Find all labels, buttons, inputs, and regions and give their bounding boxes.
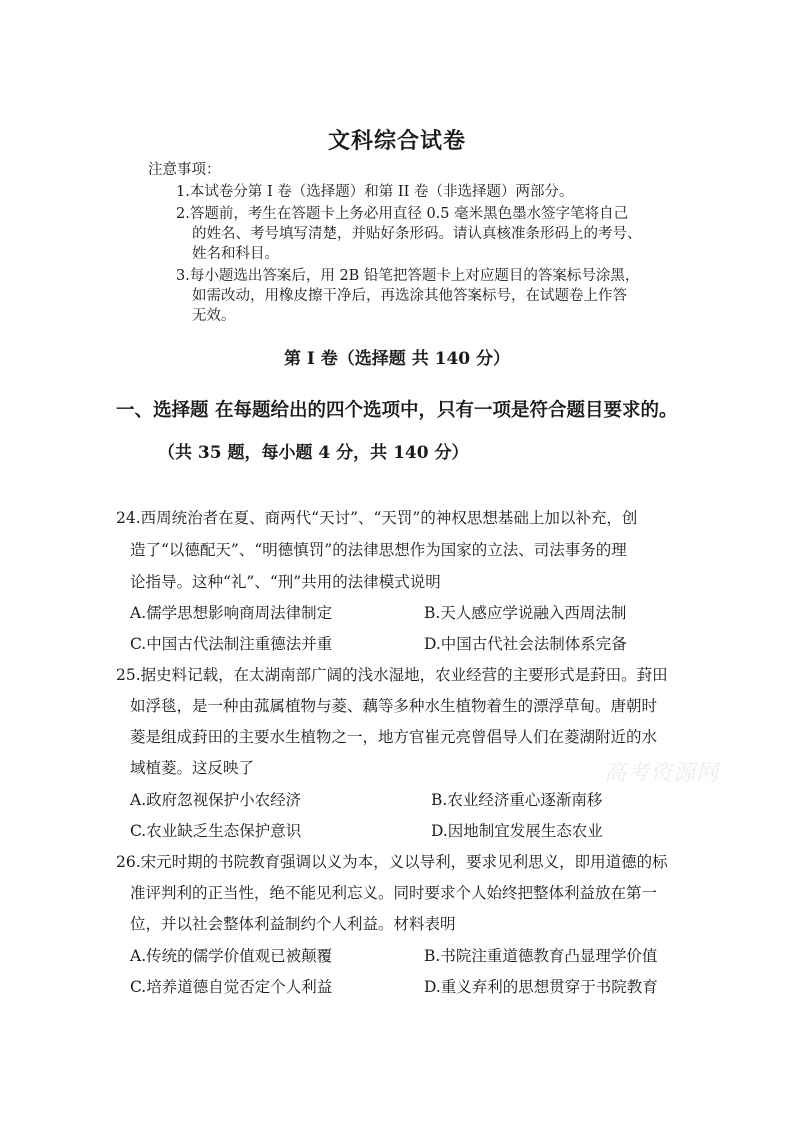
question-25-option-b: B.农业经济重心逐渐南移	[431, 791, 603, 809]
question-26-line: 准评判利的正当性，绝不能见利忘义。同时要求个人始终把整体利益放在第一	[130, 884, 658, 902]
question-24-option-d: D.中国古代社会法制体系完备	[424, 635, 627, 653]
notice-heading: 注意事项：	[148, 162, 221, 178]
question-25-option-a: A.政府忽视保护小农经济	[130, 791, 302, 809]
question-24-option-b: B.天人感应学说融入西周法制	[424, 604, 627, 622]
notice-item-2-cont: 姓名和科目。	[192, 246, 279, 262]
notice-item-3-cont: 无效。	[192, 308, 236, 324]
notice-item-3: 3.每小题选出答案后，用 2B 铅笔把答题卡上对应题目的答案标号涂黑，	[176, 268, 640, 284]
part-heading: 一、选择题 在每题给出的四个选项中，只有一项是符合题目要求的。	[116, 400, 678, 421]
question-25-option-d: D.因地制宜发展生态农业	[431, 822, 603, 840]
question-25-line: 25.据史料记载，在太湖南部广阔的浅水湿地，农业经营的主要形式是葑田。葑田	[116, 666, 668, 684]
question-26-option-b: B.书院注重道德教育凸显理学价值	[424, 947, 658, 965]
notice-item-2-cont: 的姓名、考号填写清楚，并贴好条形码。请认真核准条形码上的考号、	[192, 226, 642, 242]
section-title: 第 I 卷（选择题 共 140 分）	[283, 349, 511, 369]
document-title: 文科综合试卷	[327, 128, 466, 154]
question-25-line: 域植菱。这反映了	[130, 759, 255, 777]
question-24-line: 造了“以德配天”、“明德慎罚”的法律思想作为国家的立法、司法事务的理	[130, 541, 627, 559]
question-25-line: 如浮毯，是一种由菰属植物与菱、藕等多种水生植物着生的漂浮草甸。唐朝时	[130, 697, 658, 715]
question-26-line: 位，并以社会整体利益制约个人利益。材料表明	[130, 915, 456, 933]
question-26-line: 26.宋元时期的书院教育强调以义为本，义以导利，要求见利思义，即用道德的标	[116, 853, 668, 871]
watermark: 高考资源网	[604, 761, 720, 786]
part-subheading: （共 35 题，每小题 4 分，共 140 分）	[158, 443, 469, 463]
question-25-line: 菱是组成葑田的主要水生植物之一，地方官崔元亮曾倡导人们在菱湖附近的水	[130, 728, 658, 746]
question-24-option-c: C.中国古代法制注重德法并重	[130, 635, 333, 653]
notice-item-3-cont: 如需改动，用橡皮擦干净后，再选涂其他答案标号，在试题卷上作答	[192, 288, 627, 304]
question-24-option-a: A.儒学思想影响商周法律制定	[130, 604, 333, 622]
notice-item-2: 2.答题前，考生在答题卡上务必用直径 0.5 毫米黑色墨水签字笔将自己	[176, 206, 629, 222]
question-25-option-c: C.农业缺乏生态保护意识	[130, 822, 302, 840]
question-24-line: 24.西周统治者在夏、商两代“天讨”、“天罚”的神权思想基础上加以补充，创	[116, 509, 638, 527]
question-26-option-a: A.传统的儒学价值观已被颠覆	[130, 947, 333, 965]
question-26-option-d: D.重义弃利的思想贯穿于书院教育	[424, 978, 658, 996]
question-26-option-c: C.培养道德自觉否定个人利益	[130, 978, 333, 996]
notice-item-1: 1.本试卷分第 I 卷（选择题）和第 II 卷（非选择题）两部分。	[176, 184, 574, 200]
question-24-line: 论指导。这种“礼”、“刑”共用的法律模式说明	[130, 573, 441, 591]
